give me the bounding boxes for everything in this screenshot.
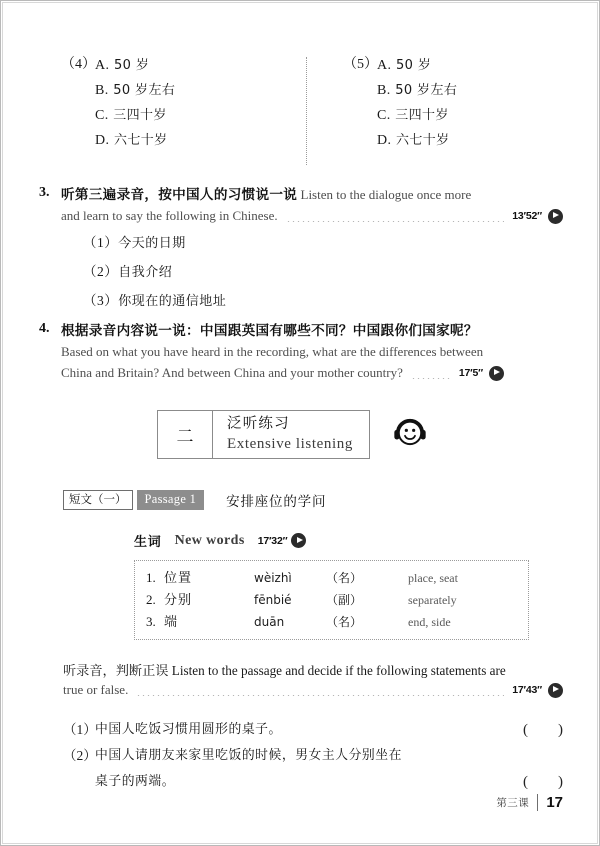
footer-page-number: 17: [546, 794, 563, 811]
option-choice: [95, 128, 175, 153]
statement-index: （2）: [63, 748, 97, 763]
passage-tag-chinese: 短文（一）: [63, 490, 133, 510]
option-text: 六七十岁: [113, 133, 168, 148]
option-group-number: （4）: [61, 57, 96, 72]
option-text: 六七十岁: [395, 133, 450, 148]
audio-leader-row: [61, 363, 563, 383]
item-index: （2）: [83, 264, 119, 279]
headphones-smiley-icon: [390, 412, 430, 457]
vocab-index: 3.: [146, 614, 156, 629]
option-choice: [95, 103, 175, 128]
exercise-prompt-chinese: 听第三遍录音，按中国人的习惯说一说: [61, 187, 298, 203]
section-header: [157, 410, 430, 459]
statement-text-continued: 桌子的两端。: [95, 774, 176, 789]
option-choice: [95, 53, 175, 78]
vocab-definition: separately: [408, 593, 457, 607]
vocab-word: 分别: [164, 593, 193, 608]
item-index: （1）: [83, 235, 119, 250]
vocab-definition: place, seat: [408, 571, 458, 585]
exercise-4: [39, 321, 563, 383]
new-words-heading-chinese: 生词: [134, 535, 162, 550]
exercise-prompt-english-line1: Listen to the dialogue once more: [300, 187, 472, 202]
exercise-prompt-english-line2: and learn to say the following in Chinese.: [61, 208, 278, 223]
vocab-word: 位置: [164, 571, 193, 586]
audio-timecode: 17′43″: [512, 684, 542, 696]
option-column-4: [61, 53, 175, 153]
option-column-5: [343, 53, 457, 153]
exercise-3-items: [83, 229, 523, 316]
table-row: [135, 589, 528, 611]
option-label: A.: [95, 58, 110, 73]
vocab-part-of-speech: （名）: [326, 615, 363, 629]
exercise-number: 4.: [39, 321, 50, 336]
tf-prompt-chinese: 听录音，判断正误: [63, 663, 169, 678]
footer-lesson-label: 第三课: [496, 797, 530, 809]
vocab-definition: end, side: [408, 615, 451, 629]
vocab-index: 1.: [146, 570, 156, 585]
answer-blank[interactable]: ( ): [523, 774, 563, 790]
section-title-chinese: 泛听练习: [227, 416, 290, 432]
option-label: B.: [377, 83, 391, 98]
option-label: B.: [95, 83, 109, 98]
vocab-pinyin: duān: [254, 615, 285, 629]
option-text: 三四十岁: [113, 108, 167, 123]
option-choice: [377, 78, 457, 103]
vocab-pinyin: fēnbié: [254, 593, 292, 607]
vocabulary-table: [134, 560, 529, 640]
item-text: 今天的日期: [118, 236, 186, 251]
exercise-3: [39, 185, 563, 226]
list-item: [83, 258, 523, 287]
exercise-prompt-chinese: 根据录音内容说一说：中国跟英国有哪些不同？中国跟你们国家呢？: [61, 323, 478, 339]
list-item: [63, 717, 563, 743]
section-title-english: Extensive listening: [227, 436, 353, 452]
play-icon[interactable]: [548, 209, 563, 224]
tf-prompt-english-line1: Listen to the passage and decide if the following statements are: [171, 663, 506, 678]
vocab-part-of-speech: （副）: [326, 593, 363, 607]
option-text: 50 岁: [113, 58, 150, 73]
audio-timecode: 17′5″: [458, 367, 483, 379]
column-divider: [306, 57, 307, 165]
footer-divider: [537, 794, 538, 811]
section-header-box: [157, 410, 370, 459]
table-row: [135, 567, 528, 589]
page-footer: [496, 794, 563, 811]
exercise-prompt-english-line2: China and Britain? And between China and your mother country?: [61, 365, 403, 380]
item-index: （3）: [83, 293, 119, 308]
audio-leader-row: [61, 206, 563, 226]
tf-prompt-english-line2: true or false.: [63, 682, 129, 697]
audio-timecode: 17′32″: [257, 534, 288, 547]
vocab-word: 端: [164, 615, 179, 630]
option-text: 50 岁左右: [113, 83, 176, 98]
passage-tag-english: Passage 1: [137, 490, 205, 510]
answer-blank[interactable]: ( ): [523, 722, 563, 738]
option-choice: [377, 53, 457, 78]
option-text: 50 岁: [395, 58, 432, 73]
vocab-index: 2.: [146, 592, 156, 607]
true-false-prompt: [63, 661, 563, 698]
option-group-number: （5）: [343, 57, 378, 72]
statement-index: （1）: [63, 722, 97, 737]
exercise-prompt-english-line1: Based on what you have heard in the recording, what are the differences between: [61, 344, 484, 359]
audio-leader-row: [63, 682, 563, 698]
passage-label-row: [63, 490, 326, 510]
option-text: 三四十岁: [395, 108, 449, 123]
audio-timecode: 13′52″: [512, 210, 542, 222]
option-choice: [377, 103, 457, 128]
vocab-pinyin: wèizhì: [254, 571, 292, 585]
option-label: D.: [377, 133, 392, 148]
option-label: C.: [95, 108, 109, 123]
option-label: D.: [95, 133, 110, 148]
option-label: C.: [377, 108, 391, 123]
dot-leader: [136, 685, 504, 696]
play-icon[interactable]: [291, 533, 306, 548]
list-item: [83, 229, 523, 258]
dot-leader: [411, 368, 451, 379]
new-words-audio: [258, 533, 307, 548]
play-icon[interactable]: [548, 683, 563, 698]
section-number: 二: [158, 411, 213, 458]
new-words-heading: [134, 531, 306, 550]
table-row: [135, 611, 528, 633]
play-icon[interactable]: [489, 366, 504, 381]
passage-title: 安排座位的学问: [226, 494, 327, 510]
statement-text: 中国人请朋友来家里吃饭的时候，男女主人分别坐在: [95, 748, 402, 763]
option-choice: [95, 78, 175, 103]
option-choice: [377, 128, 457, 153]
new-words-heading-english: New words: [174, 532, 245, 548]
dot-leader: [286, 211, 505, 222]
item-text: 自我介绍: [118, 265, 173, 280]
vocab-part-of-speech: （名）: [326, 571, 363, 585]
exercise-number: 3.: [39, 185, 50, 200]
true-false-statements: [63, 717, 563, 795]
list-item: [83, 287, 523, 316]
list-item: [63, 743, 563, 795]
item-text: 你现在的通信地址: [118, 294, 227, 309]
statement-text: 中国人吃饭习惯用圆形的桌子。: [95, 722, 282, 737]
option-label: A.: [377, 58, 392, 73]
options-block: [61, 53, 541, 168]
option-text: 50 岁左右: [395, 83, 458, 98]
